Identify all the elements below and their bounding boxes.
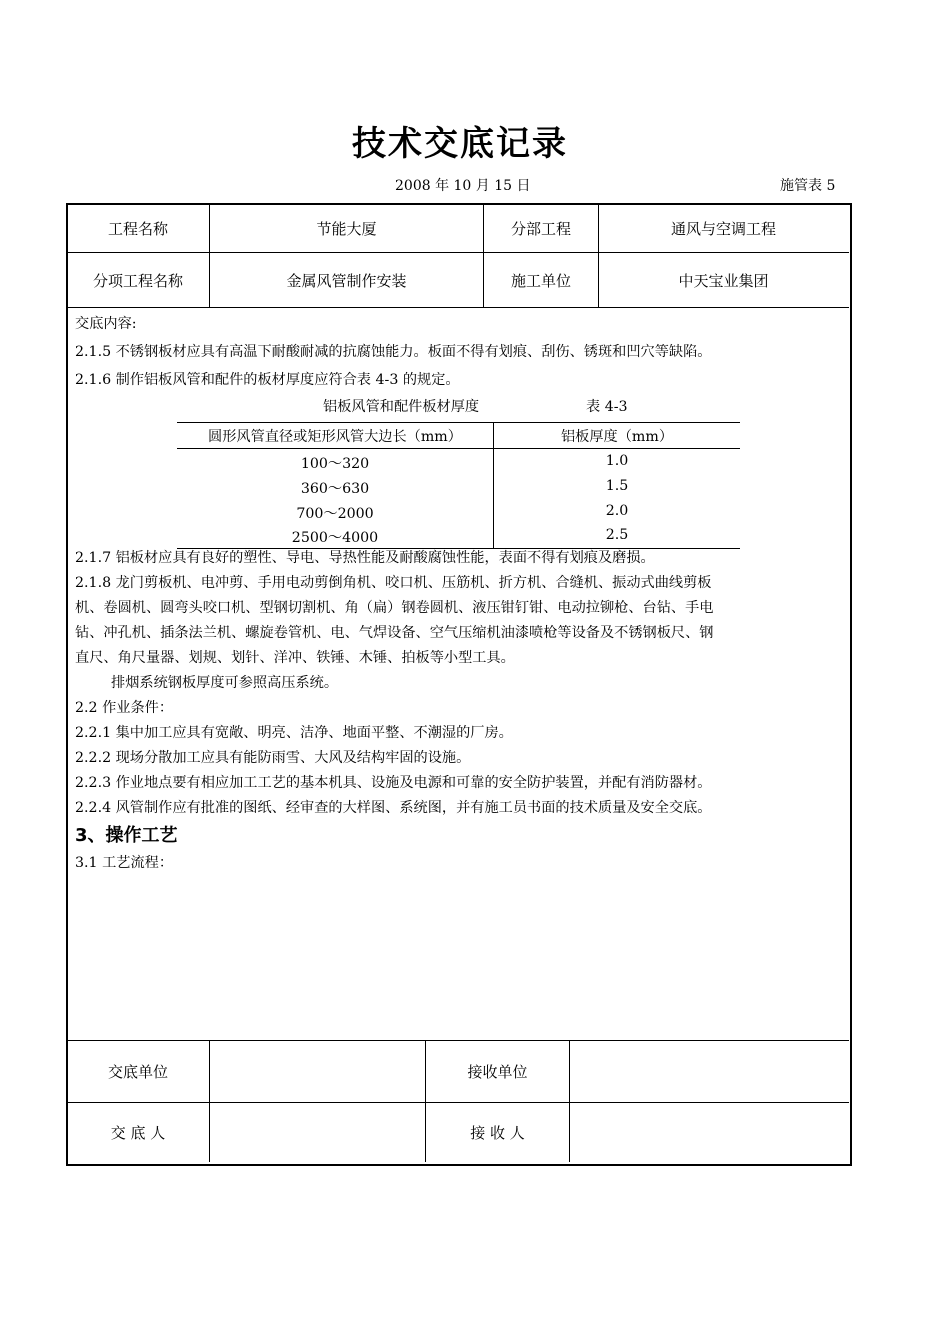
receiving-unit-label: 接收单位: [467, 1063, 528, 1081]
page-title: 技术交底记录: [352, 124, 568, 164]
clause-2-1-7: 2.1.7 铝板材应具有良好的塑性、导电、导热性能及耐酸腐蚀性能，表面不得有划痕及磨损。: [75, 550, 655, 566]
clause-2-1-8-line: 钻、冲孔机、插条法兰机、螺旋卷管机、电、气焊设备、空气压缩机油漆喷枪等设备及不锈钢板尺、钢: [75, 625, 714, 641]
clause-2-2-1: 2.2.1 集中加工应具有宽敞、明亮、洁净、地面平整、不潮湿的厂房。: [75, 725, 513, 741]
clause-2-2-3: 2.2.3 作业地点要有相应加工工艺的基本机具、设施及电源和可靠的安全防护装置，并配有消防器材。: [75, 775, 712, 791]
table-cell: 700～2000: [296, 506, 374, 522]
record-date: 2008 年 10 月 15 日: [395, 178, 531, 194]
receiving-unit-field[interactable]: [570, 1041, 848, 1102]
clause-3-1: 3.1 工艺流程：: [75, 855, 174, 871]
clause-2-1-8-line: 机、卷圆机、圆弯头咬口机、型钢切割机、角（扁）钢卷圆机、液压钳钉钳、电动拉铆枪、台钻、手电: [75, 600, 714, 616]
issuer-label: 交 底 人: [110, 1124, 166, 1142]
issuer-field[interactable]: [210, 1103, 425, 1162]
project-name-label: 工程名称: [107, 220, 168, 238]
contractor-value: 中天宝业集团: [678, 271, 769, 290]
table-number: 表 4-3: [586, 399, 628, 415]
clause-2-2: 2.2 作业条件：: [75, 700, 174, 716]
form-number: 施管表 5: [780, 178, 836, 194]
table-header-cell: 铝板厚度（mm）: [560, 429, 674, 445]
issuing-unit-label: 交底单位: [107, 1063, 168, 1081]
subitem-name-value: 金属风管制作安装: [286, 271, 407, 290]
clause-2-2-2: 2.2.2 现场分散加工应具有能防雨雪、大风及结构牢固的设施。: [75, 750, 471, 766]
division-label: 分部工程: [510, 220, 571, 238]
table-caption: 铝板风管和配件板材厚度: [323, 399, 480, 415]
clause-2-1-8-line: 2.1.8 龙门剪板机、电冲剪、手用电动剪倒角机、咬口机、压筋机、折方机、合缝机、振动式曲线剪板: [75, 575, 712, 591]
content-lower: [75, 546, 845, 876]
smoke-exhaust-note: 排烟系统钢板厚度可参照高压系统。: [111, 675, 339, 691]
table-cell: 1.5: [605, 478, 629, 494]
table-cell: 2.0: [605, 503, 629, 519]
subitem-name-label: 分项工程名称: [92, 271, 183, 290]
table-header-cell: 圆形风管直径或矩形风管大边长（mm）: [208, 429, 462, 445]
table-rule-top: [177, 422, 740, 423]
section-heading: 3、操作工艺: [75, 825, 178, 846]
clause-2-1-5: 2.1.5 不锈钢板材应具有高温下耐酸耐减的抗腐蚀能力。板面不得有划痕、刮伤、锈斑和凹穴等缺陷。: [75, 344, 712, 360]
content-intro: 交底内容:: [75, 316, 137, 332]
clause-2-2-4: 2.2.4 风管制作应有批准的图纸、经审查的大样图、系统图，并有施工员书面的技术质量及安全交底。: [75, 800, 712, 816]
receiver-label: 接 收 人: [470, 1124, 525, 1142]
issuing-unit-field[interactable]: [210, 1041, 425, 1102]
table-rule-header: [177, 448, 740, 449]
receiver-field[interactable]: [570, 1103, 848, 1162]
divider: [67, 307, 849, 308]
table-cell: 1.0: [605, 453, 629, 469]
table-cell: 2500～4000: [291, 530, 379, 546]
clause-2-1-8-line: 直尺、角尺量器、划规、划针、洋冲、铁锤、木锤、拍板等小型工具。: [75, 650, 515, 666]
content-upper: [75, 312, 845, 393]
project-name-value: 节能大厦: [316, 220, 377, 238]
division-value: 通风与空调工程: [670, 220, 776, 238]
table-cell: 100～320: [300, 456, 370, 472]
table-cell: 2.5: [605, 527, 629, 543]
clause-2-1-6: 2.1.6 制作铝板风管和配件的板材厚度应符合表 4-3 的规定。: [75, 372, 460, 388]
contractor-label: 施工单位: [510, 271, 571, 290]
table-cell: 360～630: [300, 481, 370, 497]
